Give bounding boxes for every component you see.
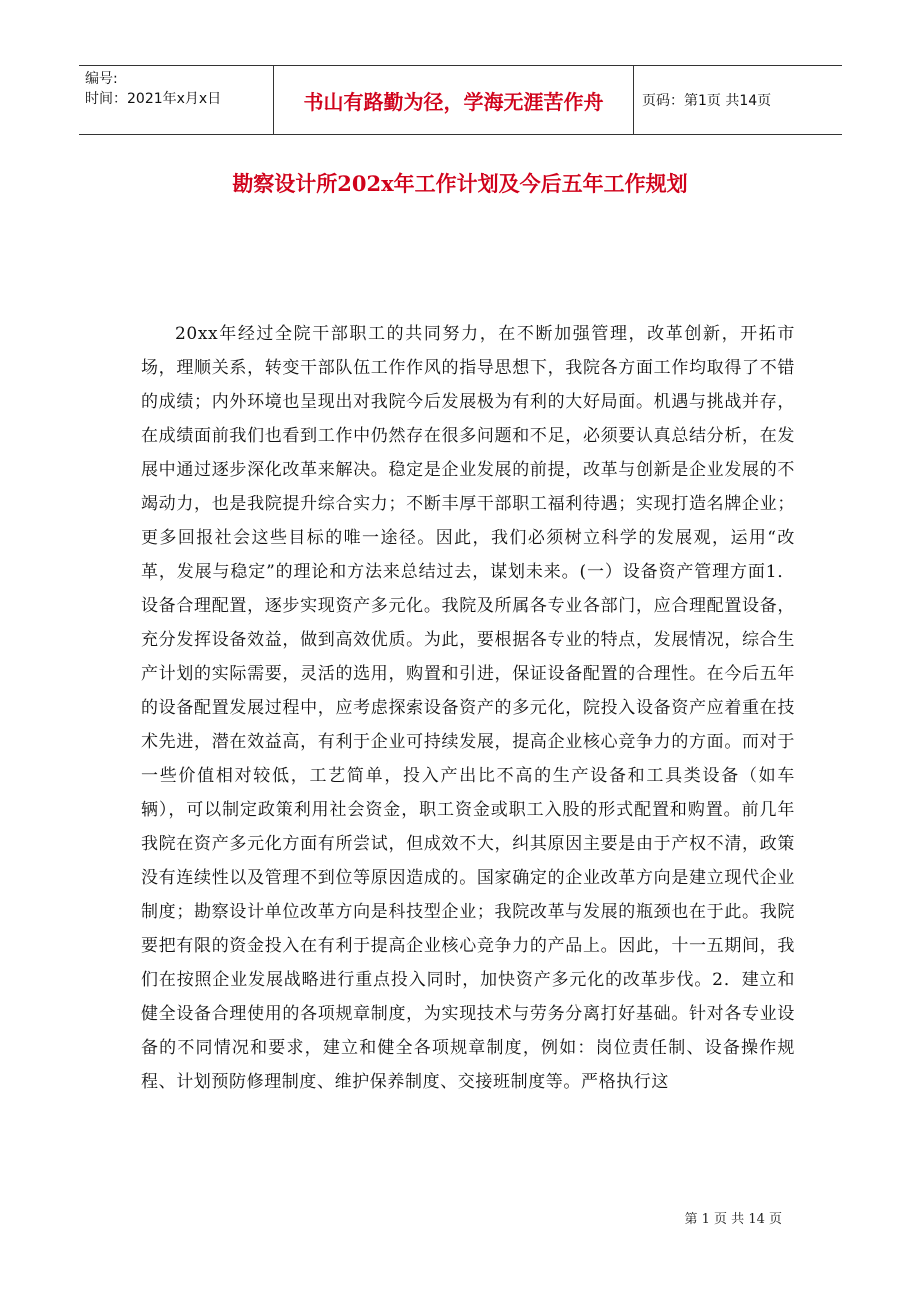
header-page-info: 页码：第1页 共14页 xyxy=(642,93,772,109)
document-title: 勘察设计所202x年工作计划及今后五年工作规划 xyxy=(232,171,688,196)
document-number-label: 编号: xyxy=(85,71,118,87)
page-header xyxy=(79,65,842,135)
header-motto: 书山有路勤为径，学海无涯苦作舟 xyxy=(273,66,634,134)
body-paragraph: 20xx年经过全院干部职工的共同努力，在不断加强管理，改革创新，开拓市场，理顺关系，转变干部队伍工作作风的指导思想下，我院各方面工作均取得了不错的成绩；内外环境也呈现出对我院今后发展极为有利的大好局面。机遇与挑战并存，在成绩面前我们也看到工作中仍然存在很多问题和不足，必须要认真总结分析，在发展中通过逐步深化改革来解决。稳定是企业发展的前提，改革与创新是企业发展的不竭动力，也是我院提升综合实力；不断丰厚干部职工福利待遇；实现打造名牌企业；更多回报社会这些目标的唯一途径。因此，我们必须树立科学的发展观，运用“改革，发展与稳定”的理论和方法来总结过去，谋划未来。(一）设备资产管理方面1．设备合理配置，逐步实现资产多元化。我院及所属各专业各部门，应合理配置设备，充分发挥设备效益，做到高效优质。为此，要根据各专业的特点，发展情况，综合生产计划的实际需要，灵活的选用，购置和引进，保证设备配置的合理性。在今后五年的设备配置发展过程中，应考虑探索设备资产的多元化，院投入设备资产应着重在技术先进，潜在效益高，有利于企业可持续发展，提高企业核心竞争力的方面。而对于一些价值相对较低，工艺简单，投入产出比不高的生产设备和工具类设备（如车辆），可以制定政策利用社会资金，职工资金或职工入股的形式配置和购置。前几年我院在资产多元化方面有所尝试，但成效不大，纠其原因主要是由于产权不清，政策没有连续性以及管理不到位等原因造成的。国家确定的企业改革方向是建立现代企业制度；勘察设计单位改革方向是科技型企业；我院改革与发展的瓶颈也在于此。我院要把有限的资金投入在有利于提高企业核心竞争力的产品上。因此，十一五期间，我们在按照企业发展战略进行重点投入同时，加快资产多元化的改革步伐。2．建立和健全设备合理使用的各项规章制度，为实现技术与劳务分离打好基础。针对各专业设备的不同情况和要求，建立和健全各项规章制度，例如：岗位责任制、设备操作规程、计划预防修理制度、维护保养制度、交接班制度等。严格执行这 xyxy=(141,324,795,1092)
footer-page-number: 第 1 页 共 14 页 xyxy=(684,1212,782,1227)
document-time-label: 时间：2021年x月x日 xyxy=(85,91,222,107)
header-meta xyxy=(79,66,273,134)
